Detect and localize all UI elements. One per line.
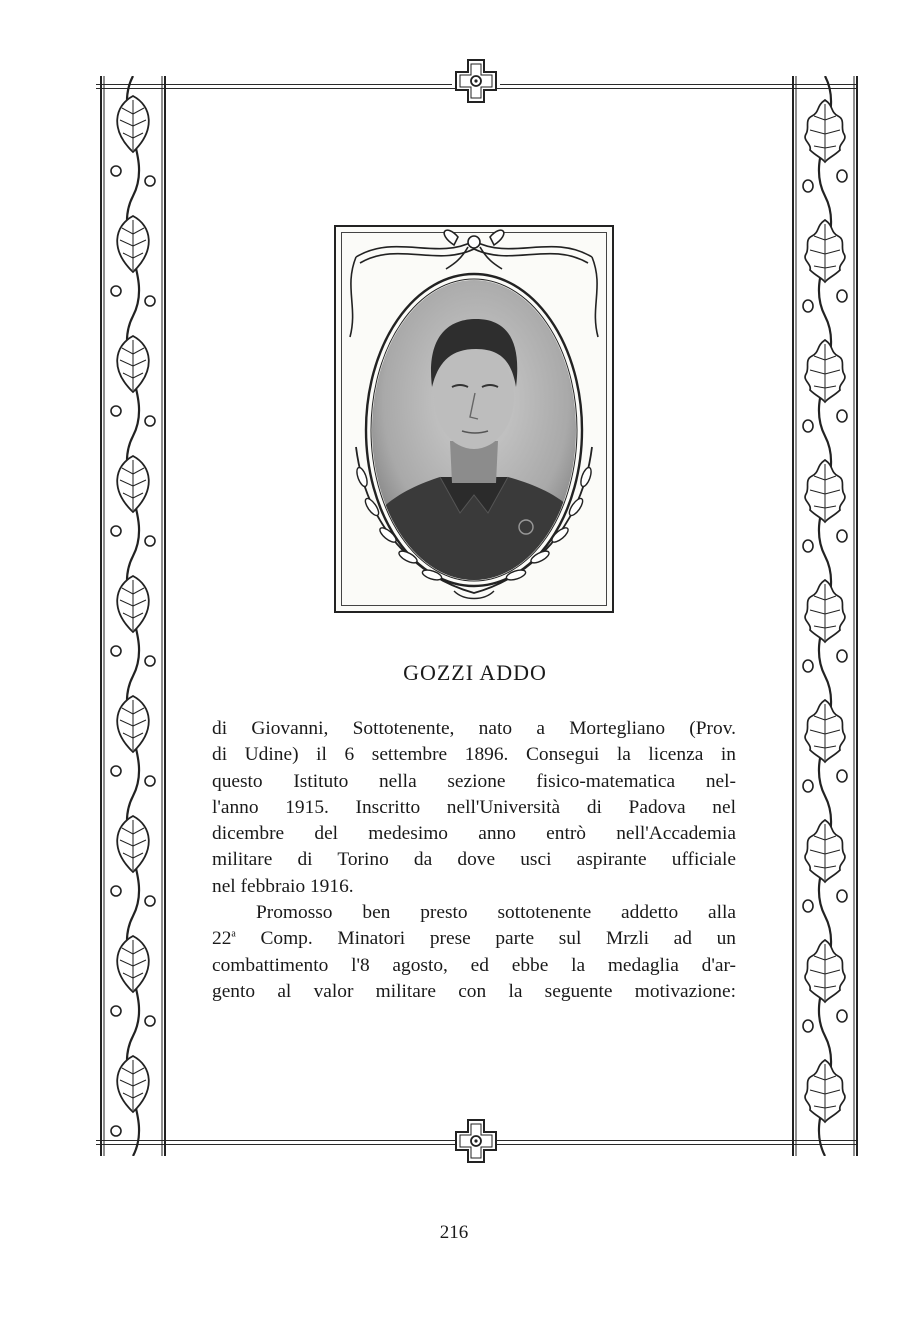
text-fragment: Comp. Minatori prese parte sul Mrzli ad un bbox=[235, 928, 736, 950]
text-line: dicembre del medesimo anno entrò nell'Accademia bbox=[212, 823, 736, 845]
biography-text bbox=[212, 716, 736, 1005]
text-line: nel febbraio 1916. bbox=[212, 875, 354, 897]
text-line: questo Istituto nella sezione fisico-matematica nel- bbox=[212, 770, 736, 792]
ordinal-number: 22 bbox=[212, 928, 232, 950]
text-line: l'anno 1915. Inscritto nell'Università di Padova nel bbox=[212, 796, 736, 818]
text-line: combattimento l'8 agosto, ed ebbe la medaglia d'ar- bbox=[212, 954, 736, 976]
right-vine-border bbox=[792, 76, 858, 1156]
text-line: di Giovanni, Sottotenente, nato a Mortegliano (Prov. bbox=[212, 718, 736, 739]
ordinal-suffix: a bbox=[231, 928, 236, 940]
text-line: Promosso ben presto sottotenente addetto alla bbox=[256, 902, 736, 924]
text-line bbox=[212, 926, 736, 952]
text-line: gento al valor militare con la seguente motivazione: bbox=[212, 980, 736, 1002]
text-line: di Udine) il 6 settembre 1896. Consegui la licenza in bbox=[212, 744, 736, 766]
page-number: 216 bbox=[439, 1222, 469, 1243]
top-cross-ornament-icon bbox=[452, 58, 500, 104]
portrait-frame bbox=[334, 225, 614, 613]
person-name-heading: GOZZI ADDO bbox=[403, 660, 547, 685]
bottom-cross-ornament-icon bbox=[452, 1118, 500, 1164]
text-line: militare di Torino da dove usci aspirante ufficiale bbox=[212, 849, 736, 871]
left-vine-border bbox=[100, 76, 166, 1156]
